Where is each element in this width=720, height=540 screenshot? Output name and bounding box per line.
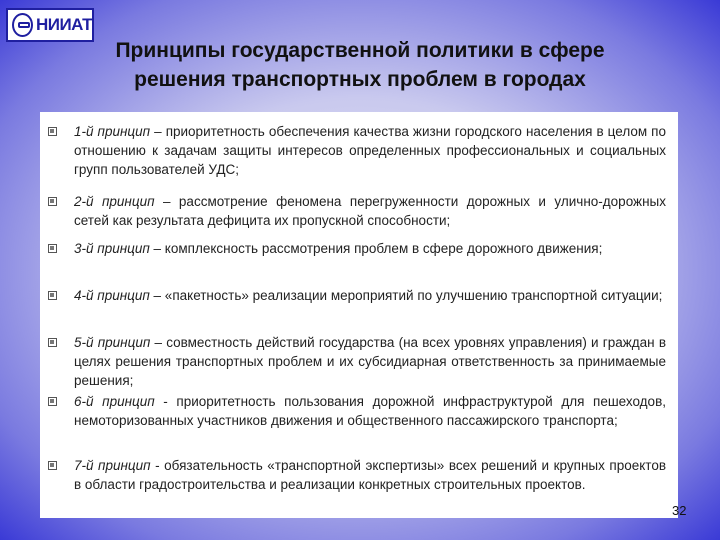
square-bullet-icon [48,397,57,406]
principle-text [74,392,666,430]
logo-text: НИИАТ [35,15,92,34]
principles-panel [40,112,678,518]
title-line-1: Принципы государственной политики в сфере [115,39,605,62]
principle-body: - приоритетность пользования дорожной инфраструктурой для пешеходов, немоторизованных участников движения и общественного пассажирского транспорта; [74,394,666,428]
square-bullet-icon [48,244,57,253]
principle-body: – приоритетность обеспечения качества жизни городского населения в целом по отношению к задачам защиты интересов определенных профессиональных и социальных групп пользователей УДС; [74,124,666,177]
principle-text [74,286,666,305]
principle-text [74,239,666,258]
principle-body: – рассмотрение феномена перегруженности дорожных и улично-дорожных сетей как результата дефицита их пропускной способности; [74,194,666,228]
square-bullet-icon [48,127,57,136]
square-bullet-icon [48,197,57,206]
square-bullet-icon [48,338,57,347]
bus-emblem-icon [12,13,33,37]
title-line-2: решения транспортных проблем в городах [134,68,586,91]
principle-body: – комплексность рассмотрения проблем в сфере дорожного движения; [149,241,603,256]
principle-text [74,122,666,179]
principle-body: - обязательность «транспортной экспертизы» всех решений и крупных проектов в области градостроительства и реализации конкретных строительных проектов. [74,458,667,492]
page-number: 32 [672,503,687,518]
principle-lead: 5-й принцип [74,335,151,350]
principle-text [74,192,666,230]
principle-lead: 6-й принцип [74,394,155,409]
slide-title [60,36,660,94]
principle-text [74,333,666,390]
square-bullet-icon [48,291,57,300]
principle-lead: 2-й принцип [74,194,155,209]
principle-lead: 4-й принцип [74,288,150,303]
principle-body: – «пакетность» реализации мероприятий по улучшению транспортной ситуации; [149,288,663,303]
principle-lead: 3-й принцип [74,241,150,256]
principle-lead: 7-й принцип [74,458,151,473]
principle-text [74,456,666,494]
square-bullet-icon [48,461,57,470]
principle-lead: 1-й принцип [74,124,151,139]
principle-body: – совместность действий государства (на всех уровнях управления) и граждан в целях решения транспортных проблем и их субсидиарная ответственность за принимаемые решения; [74,335,666,388]
